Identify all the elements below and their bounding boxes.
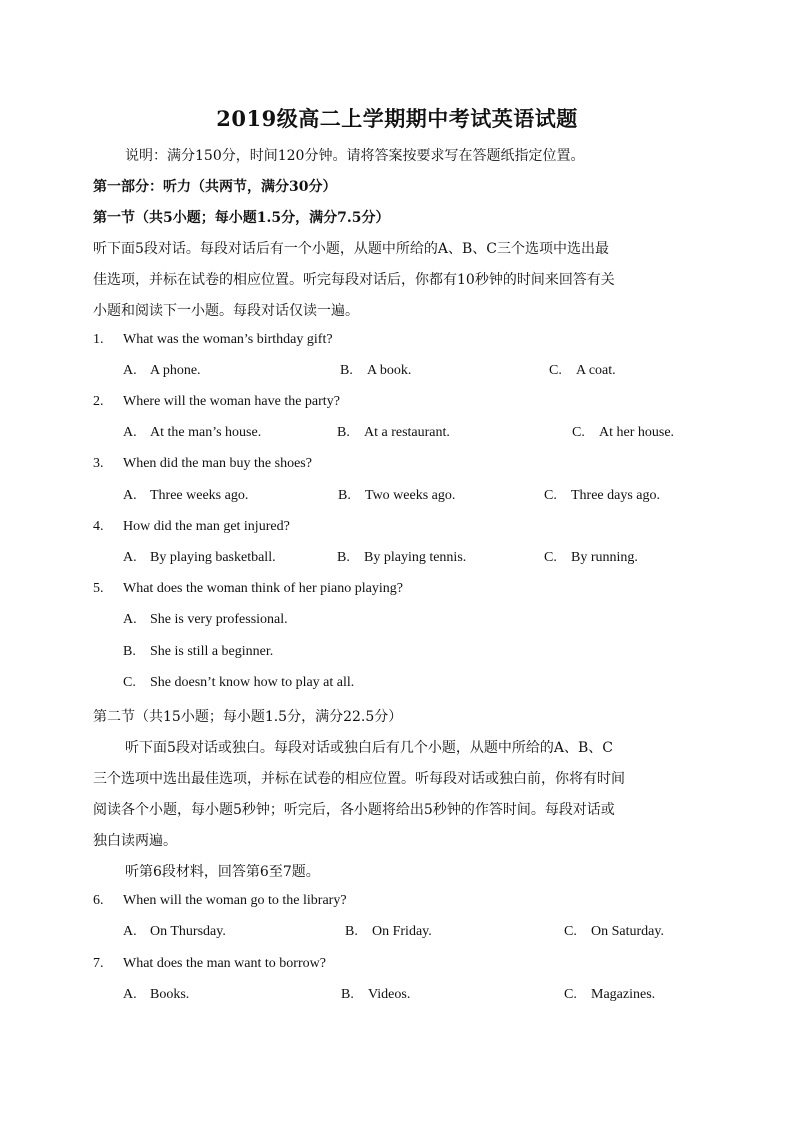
q6-option-c[interactable] — [564, 924, 664, 940]
q3-option-a[interactable] — [123, 488, 248, 504]
question-number: 6. — [93, 893, 104, 908]
option-letter: B. — [345, 924, 358, 939]
section1-directions-line2: 佳选项，并标在试卷的相应位置。听完每段对话后，你都有10秒钟的时间来回答有关 — [93, 272, 615, 288]
option-text: A coat. — [576, 363, 616, 378]
option-text: Three days ago. — [571, 488, 661, 503]
option-text: On Friday. — [372, 924, 432, 939]
option-text: Videos. — [368, 987, 411, 1002]
option-text: Books. — [150, 987, 190, 1002]
option-text: Three weeks ago. — [150, 488, 249, 503]
q6-option-b[interactable] — [345, 924, 432, 940]
question-text: How did the man get injured? — [123, 519, 290, 534]
q7-option-a[interactable] — [123, 987, 189, 1003]
question-text: What does the woman think of her piano playing? — [123, 581, 403, 596]
section1-directions-line3: 小题和阅读下一小题。每段对话仅读一遍。 — [93, 303, 359, 319]
option-text: By running. — [571, 550, 638, 565]
section2-heading: 第二节（共15小题；每小题1.5分，满分22.5分） — [93, 709, 403, 725]
option-letter: A. — [123, 425, 137, 440]
option-letter: B. — [341, 987, 354, 1002]
q5-option-c[interactable] — [123, 675, 354, 691]
option-text: A book. — [367, 363, 412, 378]
option-text: By playing basketball. — [150, 550, 276, 565]
option-text: She is very professional. — [150, 612, 288, 627]
option-text: On Thursday. — [150, 924, 226, 939]
option-letter: B. — [338, 488, 351, 503]
section2-directions-line3: 阅读各个小题，每小题5秒钟；听完后，各小题将给出5秒钟的作答时间。每段对话或 — [93, 802, 615, 818]
option-text: By playing tennis. — [364, 550, 467, 565]
option-letter: A. — [123, 924, 137, 939]
question-number: 3. — [93, 456, 104, 471]
section1-heading: 第一节（共5小题；每小题1.5分，满分7.5分） — [93, 210, 390, 226]
option-letter: A. — [123, 550, 137, 565]
option-letter: B. — [337, 550, 350, 565]
option-text: Magazines. — [591, 987, 656, 1002]
option-letter: A. — [123, 488, 137, 503]
question-number: 1. — [93, 332, 104, 347]
q7-option-b[interactable] — [341, 987, 410, 1003]
option-text: She is still a beginner. — [150, 644, 274, 659]
question-text: What was the woman’s birthday gift? — [123, 332, 333, 347]
option-letter: C. — [123, 675, 136, 690]
q2-option-c[interactable] — [572, 425, 674, 441]
question-text: When will the woman go to the library? — [123, 893, 347, 908]
q1-option-c[interactable] — [549, 363, 616, 379]
q4-option-c[interactable] — [544, 550, 638, 566]
q4-option-a[interactable] — [123, 550, 276, 566]
section2-directions-line2: 三个选项中选出最佳选项，并标在试卷的相应位置。听每段对话或独白前，你将有时间 — [93, 771, 625, 787]
option-letter: B. — [123, 644, 136, 659]
option-letter: B. — [337, 425, 350, 440]
q2-option-a[interactable] — [123, 425, 261, 441]
option-text: On Saturday. — [591, 924, 664, 939]
option-text: Two weeks ago. — [365, 488, 456, 503]
exam-title: 2019级高二上学期期中考试英语试题 — [216, 106, 578, 131]
option-letter: A. — [123, 612, 137, 627]
instructions: 说明：满分150分，时间120分钟。请将答案按要求写在答题纸指定位置。 — [125, 148, 585, 164]
question-text: Where will the woman have the party? — [123, 394, 340, 409]
option-letter: A. — [123, 987, 137, 1002]
option-text: A phone. — [150, 363, 201, 378]
q4-option-b[interactable] — [337, 550, 466, 566]
q1-option-b[interactable] — [340, 363, 411, 379]
option-letter: C. — [544, 488, 557, 503]
option-text: At the man’s house. — [150, 425, 262, 440]
option-letter: C. — [549, 363, 562, 378]
section2-directions-line1: 听下面5段对话或独白。每段对话或独白后有几个小题，从题中所给的A、B、C — [125, 740, 614, 756]
part1-heading: 第一部分：听力（共两节，满分30分） — [93, 179, 337, 195]
section2-directions-line4: 独白读两遍。 — [93, 833, 177, 849]
option-text: She doesn’t know how to play at all. — [150, 675, 355, 690]
q3-option-c[interactable] — [544, 488, 660, 504]
material-note: 听第6段材料，回答第6至7题。 — [125, 864, 320, 880]
option-text: At her house. — [599, 425, 675, 440]
option-letter: C. — [544, 550, 557, 565]
q3-option-b[interactable] — [338, 488, 455, 504]
q7-option-c[interactable] — [564, 987, 655, 1003]
section1-directions-line1: 听下面5段对话。每段对话后有一个小题，从题中所给的A、B、C三个选项中选出最 — [93, 241, 610, 257]
question-text: When did the man buy the shoes? — [123, 456, 312, 471]
option-letter: A. — [123, 363, 137, 378]
q2-option-b[interactable] — [337, 425, 450, 441]
question-text: What does the man want to borrow? — [123, 956, 326, 971]
option-text: At a restaurant. — [364, 425, 450, 440]
q1-option-a[interactable] — [123, 363, 201, 379]
question-number: 7. — [93, 956, 104, 971]
question-number: 4. — [93, 519, 104, 534]
option-letter: B. — [340, 363, 353, 378]
q5-option-a[interactable] — [123, 612, 288, 628]
q6-option-a[interactable] — [123, 924, 226, 940]
q5-option-b[interactable] — [123, 644, 273, 660]
option-letter: C. — [564, 924, 577, 939]
question-number: 2. — [93, 394, 104, 409]
question-number: 5. — [93, 581, 104, 596]
option-letter: C. — [572, 425, 585, 440]
option-letter: C. — [564, 987, 577, 1002]
